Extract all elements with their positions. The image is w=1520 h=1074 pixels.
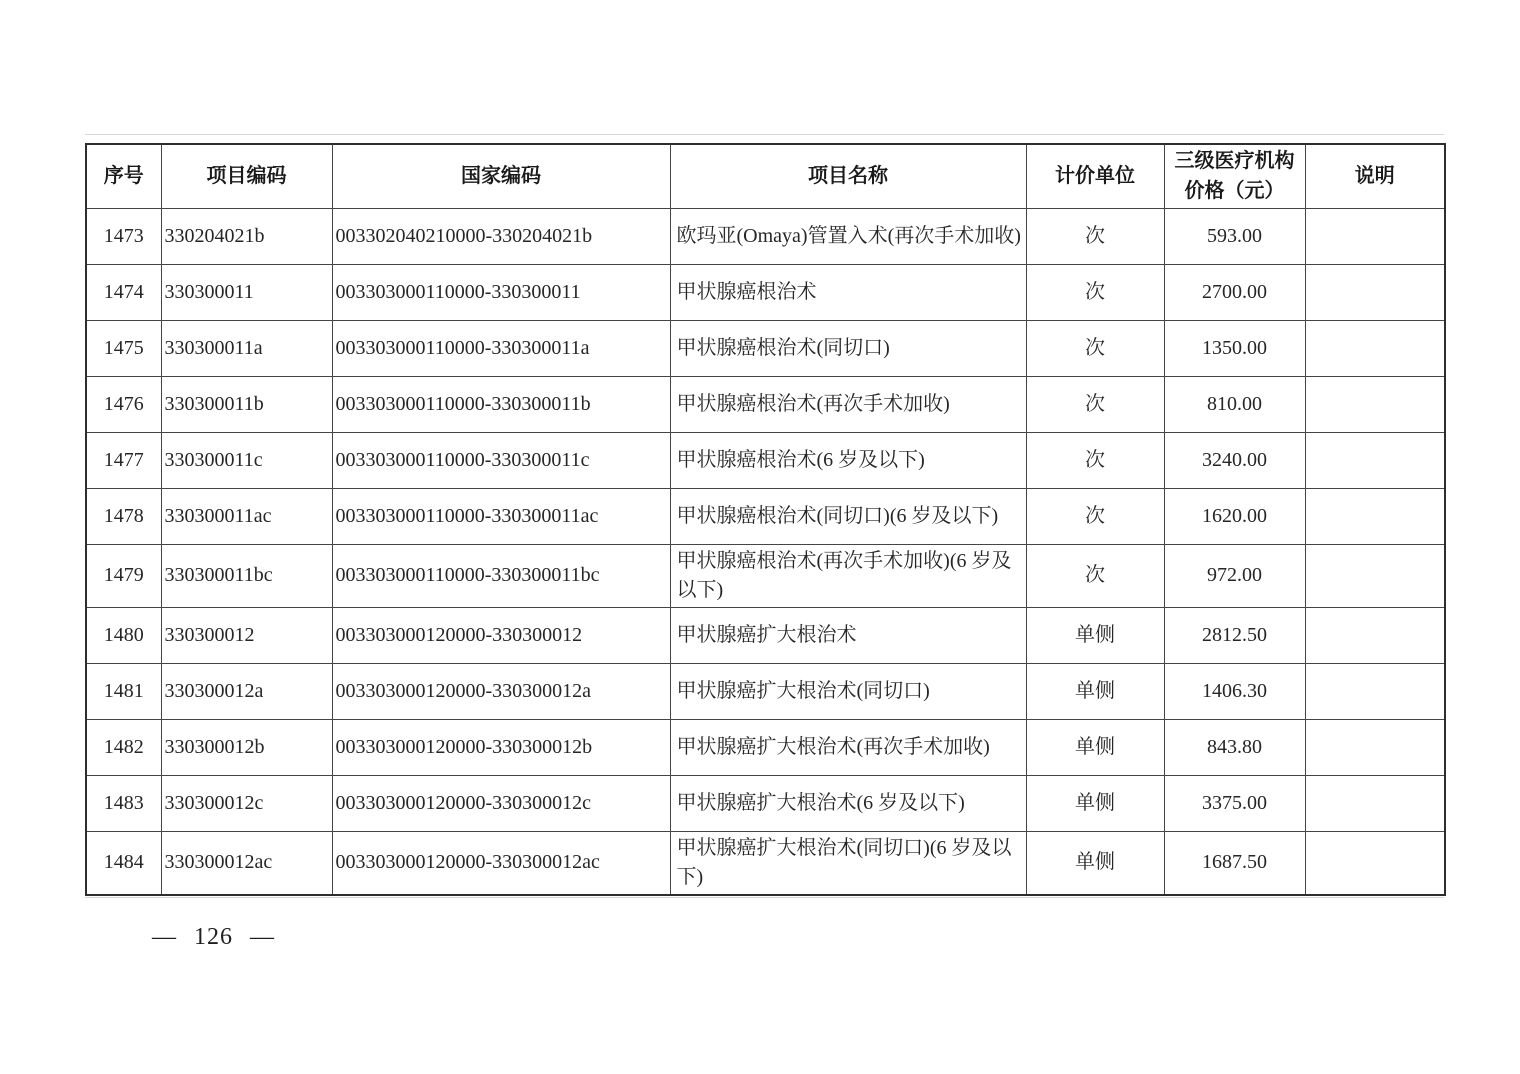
cell-note — [1305, 663, 1445, 719]
cell-seq: 1478 — [86, 488, 161, 544]
cell-price: 972.00 — [1164, 544, 1305, 607]
cell-code: 330300012c — [161, 775, 332, 831]
cell-price: 3240.00 — [1164, 432, 1305, 488]
header-name: 项目名称 — [670, 144, 1026, 208]
cell-seq: 1474 — [86, 264, 161, 320]
cell-code: 330300011bc — [161, 544, 332, 607]
cell-note — [1305, 488, 1445, 544]
cell-note — [1305, 432, 1445, 488]
cell-code: 330300012b — [161, 719, 332, 775]
cell-name: 甲状腺癌扩大根治术(同切口)(6 岁及以下) — [670, 831, 1026, 895]
cell-unit: 单侧 — [1026, 663, 1164, 719]
cell-name: 甲状腺癌根治术(同切口)(6 岁及以下) — [670, 488, 1026, 544]
table-row — [86, 208, 1445, 264]
cell-name: 甲状腺癌根治术(6 岁及以下) — [670, 432, 1026, 488]
cell-seq: 1481 — [86, 663, 161, 719]
cell-code: 330300011a — [161, 320, 332, 376]
cell-seq: 1483 — [86, 775, 161, 831]
cell-price: 843.80 — [1164, 719, 1305, 775]
cell-seq: 1480 — [86, 607, 161, 663]
table-row — [86, 264, 1445, 320]
header-seq: 序号 — [86, 144, 161, 208]
cell-name: 甲状腺癌扩大根治术(6 岁及以下) — [670, 775, 1026, 831]
medical-price-table — [85, 143, 1446, 896]
cell-unit: 次 — [1026, 208, 1164, 264]
cell-name: 甲状腺癌根治术(再次手术加收)(6 岁及以下) — [670, 544, 1026, 607]
cell-national-code: 003303000110000-330300011c — [332, 432, 670, 488]
cell-national-code: 003303000120000-330300012b — [332, 719, 670, 775]
cell-seq: 1482 — [86, 719, 161, 775]
cell-national-code: 003303000120000-330300012c — [332, 775, 670, 831]
cell-unit: 次 — [1026, 544, 1164, 607]
divider — [85, 897, 1444, 898]
table-row — [86, 663, 1445, 719]
cell-unit: 单侧 — [1026, 831, 1164, 895]
cell-national-code: 003302040210000-330204021b — [332, 208, 670, 264]
cell-seq: 1479 — [86, 544, 161, 607]
cell-price: 1350.00 — [1164, 320, 1305, 376]
cell-price: 1687.50 — [1164, 831, 1305, 895]
cell-seq: 1475 — [86, 320, 161, 376]
cell-name: 甲状腺癌根治术(同切口) — [670, 320, 1026, 376]
cell-code: 330300011ac — [161, 488, 332, 544]
cell-note — [1305, 376, 1445, 432]
cell-name: 甲状腺癌扩大根治术(同切口) — [670, 663, 1026, 719]
cell-price: 593.00 — [1164, 208, 1305, 264]
cell-national-code: 003303000110000-330300011a — [332, 320, 670, 376]
table-body — [86, 208, 1445, 895]
cell-name: 甲状腺癌根治术 — [670, 264, 1026, 320]
cell-code: 330300011b — [161, 376, 332, 432]
cell-seq: 1477 — [86, 432, 161, 488]
cell-name: 欧玛亚(Omaya)管置入术(再次手术加收) — [670, 208, 1026, 264]
cell-code: 330300012a — [161, 663, 332, 719]
cell-national-code: 003303000110000-330300011bc — [332, 544, 670, 607]
table-row — [86, 544, 1445, 607]
cell-national-code: 003303000110000-330300011b — [332, 376, 670, 432]
table-row — [86, 432, 1445, 488]
table-row — [86, 607, 1445, 663]
header-price: 三级医疗机构价格（元） — [1164, 144, 1305, 208]
header-code: 项目编码 — [161, 144, 332, 208]
cell-note — [1305, 775, 1445, 831]
cell-code: 330300012 — [161, 607, 332, 663]
cell-price: 2700.00 — [1164, 264, 1305, 320]
cell-name: 甲状腺癌扩大根治术(再次手术加收) — [670, 719, 1026, 775]
cell-unit: 次 — [1026, 264, 1164, 320]
table-row — [86, 320, 1445, 376]
table-row — [86, 831, 1445, 895]
cell-unit: 单侧 — [1026, 607, 1164, 663]
cell-national-code: 003303000110000-330300011 — [332, 264, 670, 320]
cell-note — [1305, 544, 1445, 607]
cell-seq: 1476 — [86, 376, 161, 432]
cell-unit: 次 — [1026, 320, 1164, 376]
cell-code: 330300012ac — [161, 831, 332, 895]
cell-note — [1305, 719, 1445, 775]
table-row — [86, 488, 1445, 544]
cell-code: 330300011 — [161, 264, 332, 320]
cell-price: 1620.00 — [1164, 488, 1305, 544]
cell-seq: 1484 — [86, 831, 161, 895]
divider — [85, 134, 1444, 135]
table-row — [86, 775, 1445, 831]
header-national-code: 国家编码 — [332, 144, 670, 208]
cell-price: 1406.30 — [1164, 663, 1305, 719]
header-note: 说明 — [1305, 144, 1445, 208]
cell-name: 甲状腺癌根治术(再次手术加收) — [670, 376, 1026, 432]
cell-name: 甲状腺癌扩大根治术 — [670, 607, 1026, 663]
table-row — [86, 719, 1445, 775]
cell-note — [1305, 264, 1445, 320]
cell-seq: 1473 — [86, 208, 161, 264]
table-header-row — [86, 144, 1445, 208]
cell-price: 3375.00 — [1164, 775, 1305, 831]
cell-unit: 次 — [1026, 376, 1164, 432]
cell-price: 810.00 — [1164, 376, 1305, 432]
page-number: — 126 — — [152, 924, 275, 950]
cell-note — [1305, 320, 1445, 376]
cell-unit: 单侧 — [1026, 719, 1164, 775]
cell-unit: 次 — [1026, 488, 1164, 544]
table-header — [86, 144, 1445, 208]
cell-price: 2812.50 — [1164, 607, 1305, 663]
cell-code: 330204021b — [161, 208, 332, 264]
cell-unit: 单侧 — [1026, 775, 1164, 831]
cell-note — [1305, 208, 1445, 264]
cell-note — [1305, 831, 1445, 895]
cell-national-code: 003303000120000-330300012a — [332, 663, 670, 719]
header-unit: 计价单位 — [1026, 144, 1164, 208]
cell-note — [1305, 607, 1445, 663]
table-row — [86, 376, 1445, 432]
cell-code: 330300011c — [161, 432, 332, 488]
cell-national-code: 003303000120000-330300012 — [332, 607, 670, 663]
cell-national-code: 003303000110000-330300011ac — [332, 488, 670, 544]
cell-national-code: 003303000120000-330300012ac — [332, 831, 670, 895]
cell-unit: 次 — [1026, 432, 1164, 488]
